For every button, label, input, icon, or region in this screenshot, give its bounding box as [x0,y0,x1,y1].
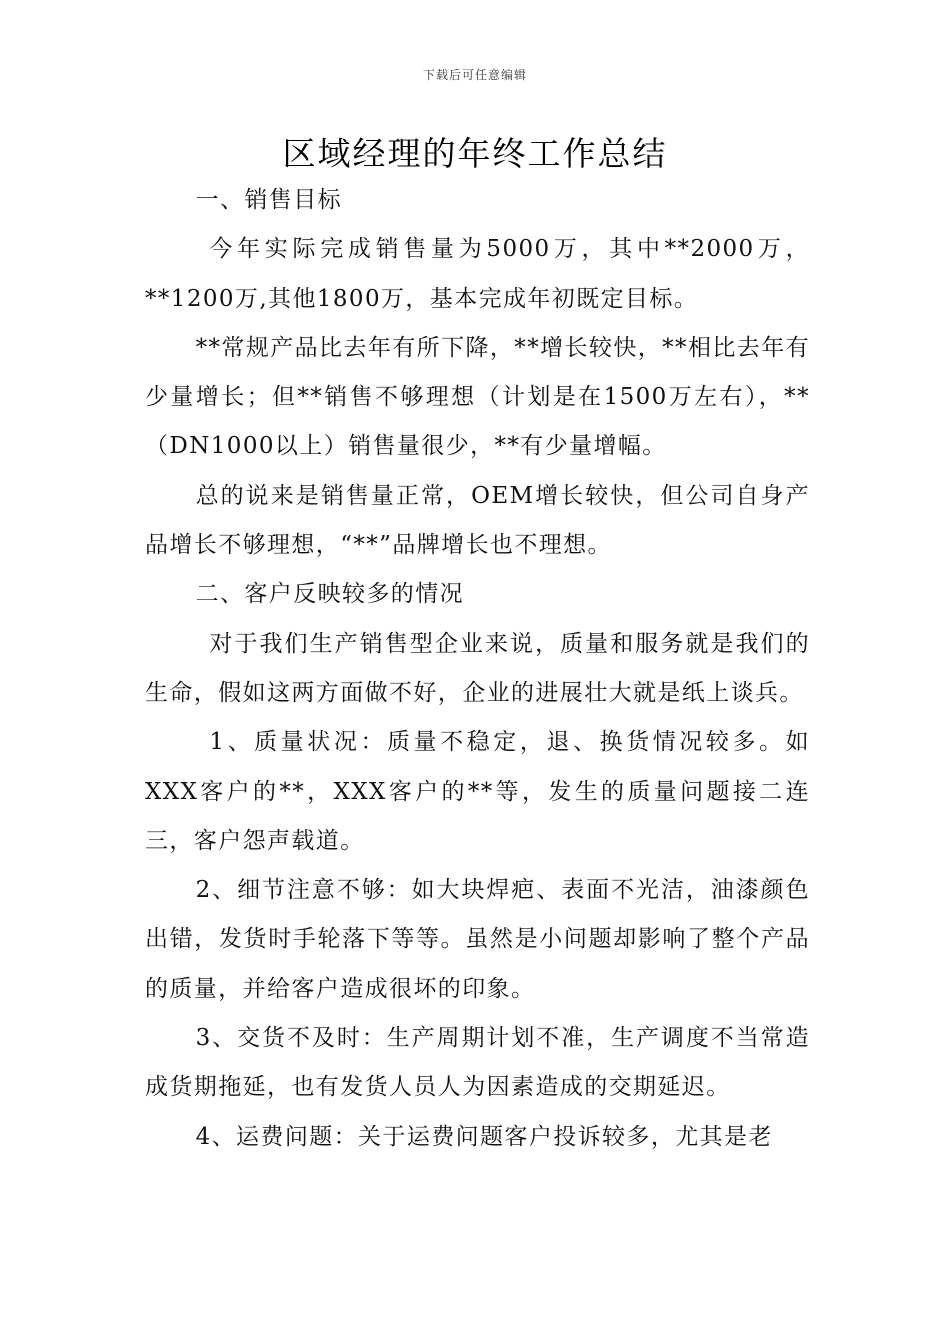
paragraph-product-trends: **常规产品比去年有所下降，**增长较快，**相比去年有少量增长；但**销售不够理想（计划是在1500万左右），**（DN1000以上）销售量很少，**有少量增幅。 [145,334,810,460]
paragraph-summary: 总的说来是销售量正常，OEM增长较快，但公司自身产品增长不够理想，“**”品牌增长也不理想。 [145,482,810,559]
header-note: 下载后可任意编辑 [422,68,527,82]
section-heading-customer-feedback: 二、客户反映较多的情况 [195,581,464,608]
paragraph-quality-status: 1、质量状况：质量不稳定，退、换货情况较多。如XXX客户的**，XXX客户的**等，发生的质量问题接二连三，客户怨声载道。 [145,729,810,854]
paragraph-delivery: 3、交货不及时：生产周期计划不准，生产调度不当常造成货期拖延，也有发货人员人为因素造成的交期延迟。 [145,1025,810,1101]
paragraph-sales-volume: 今年实际完成销售量为5000万，其中**2000万，**1200万,其他1800万，基本完成年初既定目标。 [145,236,810,312]
section-heading-sales-target: 一、销售目标 [195,187,342,213]
page-title: 区域经理的年终工作总结 [282,134,668,173]
paragraph-details: 2、细节注意不够：如大块焊疤、表面不光洁，油漆颜色出错，发货时手轮落下等等。虽然是小问题却影响了整个产品的质量，并给客户造成很坏的印象。 [145,877,810,1002]
paragraph-quality-service: 对于我们生产销售型企业来说，质量和服务就是我们的生命，假如这两方面做不好，企业的进展壮大就是纸上谈兵。 [145,630,810,706]
paragraph-freight: 4、运费问题：关于运费问题客户投诉较多，尤其是老 [195,1123,773,1150]
document-body [145,176,810,1162]
